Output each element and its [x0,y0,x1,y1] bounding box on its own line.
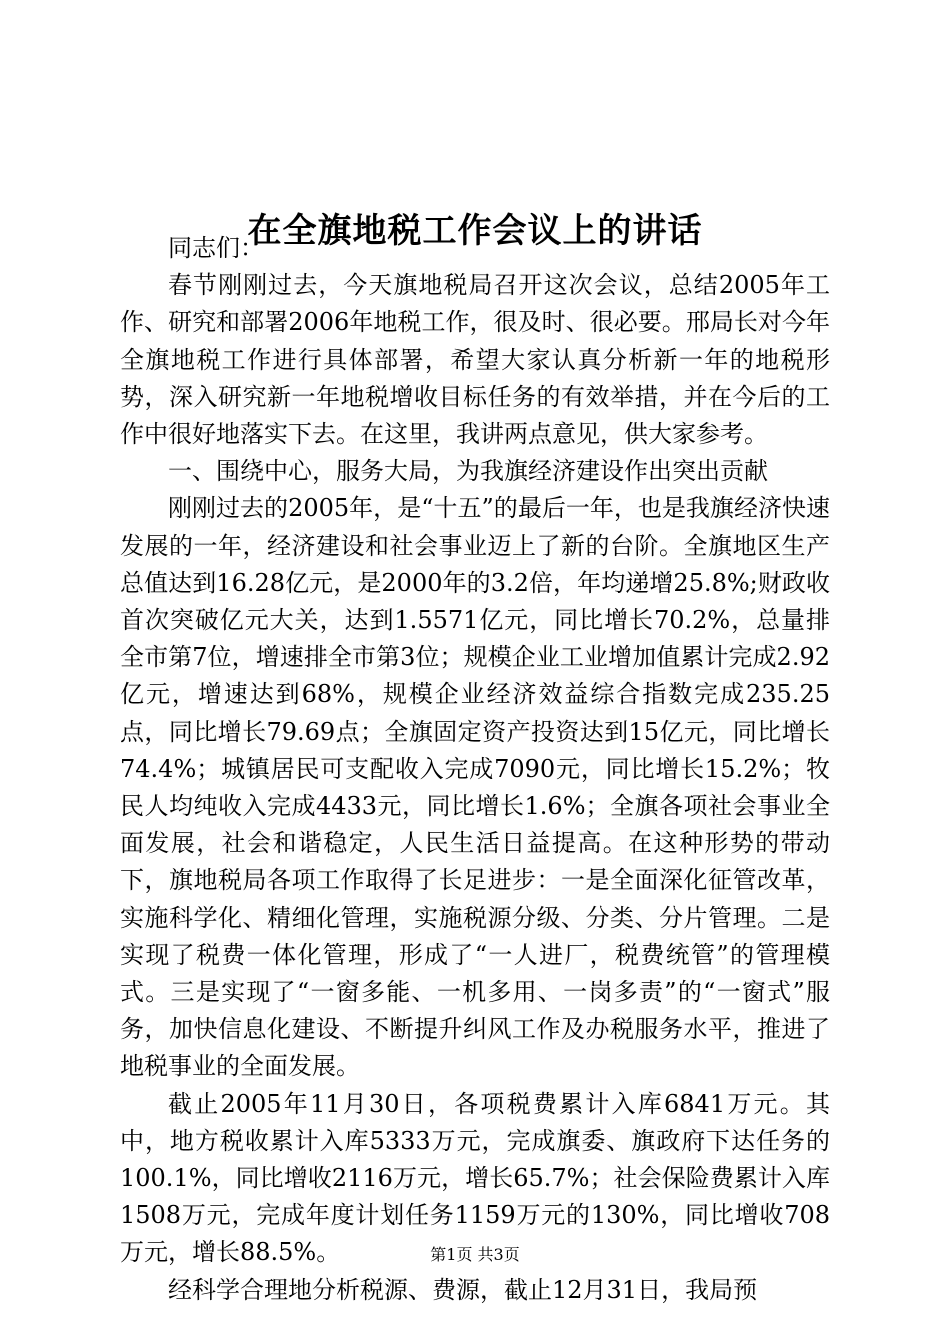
document-body [120,230,830,1309]
paragraph-analysis: 经科学合理地分析税源、费源，截止12月31日，我局预 [168,1275,758,1304]
page-footer: 第1页 共3页 [430,1245,520,1264]
section-heading-1: 一、围绕中心，服务大局，为我旗经济建设作出突出贡献 [168,457,768,486]
salutation: 同志们： [168,234,264,262]
paragraph-economy: 刚刚过去的2005年，是“十五”的最后一年，也是我旗经济快速发展的一年，经济建设和社会事业迈上了新的台阶。全旗地区生产总值达到16.28亿元，是2000年的3.2倍，年均递增25.8%;财政收首次突破亿元大关，达到1.5571亿元，同比增长70.2%，总量排全市第7位，增速排全市第3位；规模企业工业增加值累计完成2.92亿元，增速达到68%，规模企业经济效益综合指数完成235.25点，同比增长79.69点；全旗固定资产投资达到15亿元，同比增长74.4%；城镇居民可支配收入完成7090元，同比增长15.2%；牧民人均纯收入完成4433元，同比增长1.6%；全旗各项社会事业全面发展，社会和谐稳定，人民生活日益提高。在这种形势的带动下，旗地税局各项工作取得了长足进步：一是全面深化征管改革，实施科学化、精细化管理，实施税源分级、分类、分片管理。二是实现了税费一体化管理，形成了“一人进厂，税费统管”的管理模式。三是实现了“一窗多能、一机多用、一岗多责”的“一窗式”服务，加快信息化建设、不断提升纠风工作及办税服务水平，推进了地税事业的全面发展。 [120,494,830,1081]
paragraph-tax-revenue: 截止2005年11月30日，各项税费累计入库6841万元。其中，地方税收累计入库5333万元，完成旗委、旗政府下达任务的100.1%，同比增收2116万元，增长65.7%；社会保险费累计入库1508万元，完成年度计划任务1159万元的130%，同比增收708万元，增长88.5%。 [120,1089,830,1267]
document-title: 在全旗地税工作会议上的讲话 [247,210,703,251]
paragraph-intro: 春节刚刚过去，今天旗地税局召开这次会议，总结2005年工作、研究和部署2006年地税工作，很及时、很必要。邢局长对今年全旗地税工作进行具体部署，希望大家认真分析新一年的地税形势，深入研究新一年地税增收目标任务的有效举措，并在今后的工作中很好地落实下去。在这里，我讲两点意见，供大家参考。 [120,271,830,449]
